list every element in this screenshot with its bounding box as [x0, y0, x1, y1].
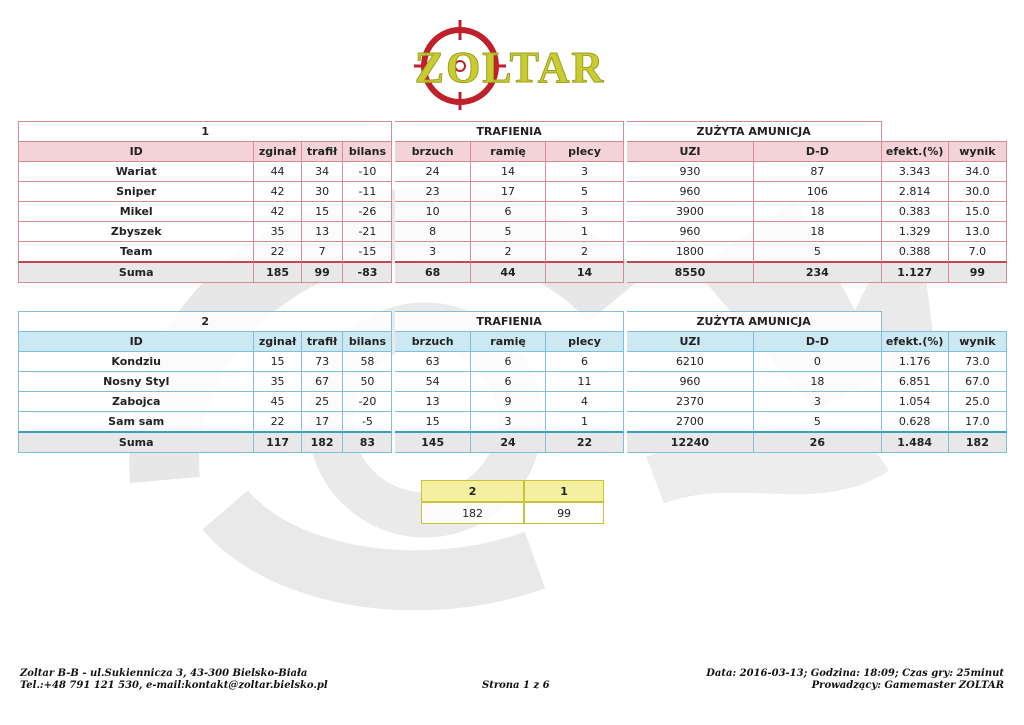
- row-label: Sniper: [18, 182, 254, 202]
- cell-value: UZI: [627, 332, 754, 352]
- cell-value: 1.329: [882, 222, 949, 242]
- cell-value: 22: [546, 433, 623, 453]
- cell-value: 6: [471, 202, 546, 222]
- row-label: Kondziu: [18, 352, 254, 372]
- cell-value: efekt.(%): [882, 142, 949, 162]
- row-label: Wariat: [18, 162, 254, 182]
- cell-value: 2700: [627, 412, 754, 433]
- cell-value: 106: [754, 182, 881, 202]
- cell-value: 87: [754, 162, 881, 182]
- zoltar-logo: [400, 18, 620, 110]
- cell-value: -15: [343, 242, 392, 263]
- cell-value: bilans: [343, 332, 392, 352]
- cell-value: 42: [254, 182, 301, 202]
- cell-value: 30.0: [949, 182, 1007, 202]
- cell-value: 22: [254, 242, 301, 263]
- cell-value: -20: [343, 392, 392, 412]
- row-label: ID: [18, 142, 254, 162]
- cell-value: 182: [949, 433, 1007, 453]
- row-label: Nosny Styl: [18, 372, 254, 392]
- cell-value: 67: [302, 372, 344, 392]
- cell-value: 99: [949, 263, 1007, 283]
- cell-value: 3.343: [882, 162, 949, 182]
- cell-value: 15.0: [949, 202, 1007, 222]
- cell-value: 3: [546, 162, 623, 182]
- cell-value: 68: [395, 263, 470, 283]
- cell-value: -11: [343, 182, 392, 202]
- cell-value: plecy: [546, 142, 623, 162]
- cell-value: -83: [343, 263, 392, 283]
- cell-value: 18: [754, 372, 881, 392]
- team-2-table: [18, 311, 1007, 453]
- cell-value: ramię: [471, 142, 546, 162]
- cell-value: 185: [254, 263, 301, 283]
- cell-value: 23: [395, 182, 470, 202]
- cell-value: efekt.(%): [882, 332, 949, 352]
- score-header-team-1: 1: [524, 480, 604, 502]
- cell-value: 67.0: [949, 372, 1007, 392]
- cell-value: 11: [546, 372, 623, 392]
- row-label: Zbyszek: [18, 222, 254, 242]
- cell-value: 15: [395, 412, 470, 433]
- cell-value: 5: [754, 412, 881, 433]
- cell-value: 63: [395, 352, 470, 372]
- row-label: Team: [18, 242, 254, 263]
- footer-date: Data: 2016-03-13; Godzina: 18:09; Czas gry: 25minut: [706, 668, 1004, 679]
- cell-value: 2370: [627, 392, 754, 412]
- cell-value: 26: [754, 433, 881, 453]
- table-row: [18, 182, 1007, 202]
- score-value-team-2: 182: [421, 502, 524, 524]
- trafienia-title: TRAFIENIA: [395, 121, 623, 142]
- cell-value: brzuch: [395, 332, 470, 352]
- cell-value: -10: [343, 162, 392, 182]
- amunicja-title: ZUŻYTA AMUNICJA: [627, 121, 882, 142]
- cell-value: 0: [754, 352, 881, 372]
- cell-value: 58: [343, 352, 392, 372]
- cell-value: 5: [546, 182, 623, 202]
- cell-value: 3: [754, 392, 881, 412]
- cell-value: 4: [546, 392, 623, 412]
- cell-value: 12240: [627, 433, 754, 453]
- cell-value: -5: [343, 412, 392, 433]
- cell-value: 24: [395, 162, 470, 182]
- row-label: Zabojca: [18, 392, 254, 412]
- team-2-title-row: [18, 311, 1007, 332]
- cell-value: 2: [546, 242, 623, 263]
- cell-value: 0.388: [882, 242, 949, 263]
- cell-value: 3: [546, 202, 623, 222]
- row-label: Mikel: [18, 202, 254, 222]
- row-label: Suma: [18, 433, 254, 453]
- cell-value: 44: [471, 263, 546, 283]
- cell-value: 73.0: [949, 352, 1007, 372]
- cell-value: 15: [302, 202, 344, 222]
- cell-value: 6: [471, 372, 546, 392]
- cell-value: 73: [302, 352, 344, 372]
- team-2-title: 2: [18, 311, 392, 332]
- sum-row: [18, 263, 1007, 283]
- cell-value: 8550: [627, 263, 754, 283]
- cell-value: 10: [395, 202, 470, 222]
- cell-value: -26: [343, 202, 392, 222]
- cell-value: 25: [302, 392, 344, 412]
- cell-value: 15: [254, 352, 301, 372]
- cell-value: 3: [471, 412, 546, 433]
- header-row: [18, 332, 1007, 352]
- cell-value: UZI: [627, 142, 754, 162]
- cell-value: 6: [471, 352, 546, 372]
- cell-value: 2.814: [882, 182, 949, 202]
- cell-value: trafił: [302, 332, 344, 352]
- cell-value: 1.054: [882, 392, 949, 412]
- cell-value: 0.383: [882, 202, 949, 222]
- cell-value: 13.0: [949, 222, 1007, 242]
- table-row: [18, 392, 1007, 412]
- cell-value: plecy: [546, 332, 623, 352]
- footer-address: Zoltar B-B - ul.Sukiennicza 3, 43-300 Bielsko-Biała: [20, 668, 308, 679]
- cell-value: 17.0: [949, 412, 1007, 433]
- cell-value: 5: [471, 222, 546, 242]
- cell-value: 14: [546, 263, 623, 283]
- cell-value: 8: [395, 222, 470, 242]
- cell-value: 9: [471, 392, 546, 412]
- row-label: ID: [18, 332, 254, 352]
- cell-value: 960: [627, 222, 754, 242]
- row-label: Suma: [18, 263, 254, 283]
- table-row: [18, 412, 1007, 433]
- table-row: [18, 352, 1007, 372]
- score-value-team-1: 99: [524, 502, 604, 524]
- sum-row: [18, 433, 1007, 453]
- cell-value: 234: [754, 263, 881, 283]
- cell-value: 960: [627, 182, 754, 202]
- cell-value: 13: [395, 392, 470, 412]
- cell-value: 83: [343, 433, 392, 453]
- table-row: [18, 242, 1007, 263]
- footer-contact: Tel.:+48 791 121 530, e-mail:kontakt@zoltar.bielsko.pl: [20, 680, 328, 691]
- cell-value: 25.0: [949, 392, 1007, 412]
- cell-value: wynik: [949, 332, 1007, 352]
- cell-value: 18: [754, 222, 881, 242]
- logo-text: ZOLTAR: [414, 43, 606, 92]
- cell-value: 7: [302, 242, 344, 263]
- cell-value: bilans: [343, 142, 392, 162]
- cell-value: zginał: [254, 142, 301, 162]
- cell-value: 1: [546, 412, 623, 433]
- cell-value: 44: [254, 162, 301, 182]
- amunicja-title: ZUŻYTA AMUNICJA: [627, 311, 882, 332]
- footer-page-number: Strona 1 z 6: [482, 680, 550, 691]
- table-row: [18, 372, 1007, 392]
- cell-value: 930: [627, 162, 754, 182]
- row-label: Sam sam: [18, 412, 254, 433]
- cell-value: 45: [254, 392, 301, 412]
- cell-value: 24: [471, 433, 546, 453]
- cell-value: 99: [302, 263, 344, 283]
- cell-value: wynik: [949, 142, 1007, 162]
- cell-value: 182: [302, 433, 344, 453]
- trafienia-title: TRAFIENIA: [395, 311, 623, 332]
- cell-value: ramię: [471, 332, 546, 352]
- table-row: [18, 162, 1007, 182]
- cell-value: 35: [254, 372, 301, 392]
- team-1-title-row: [18, 121, 1007, 142]
- cell-value: 0.628: [882, 412, 949, 433]
- cell-value: 17: [302, 412, 344, 433]
- table-row: [18, 222, 1007, 242]
- cell-value: 42: [254, 202, 301, 222]
- cell-value: 34: [302, 162, 344, 182]
- cell-value: 3: [395, 242, 470, 263]
- score-table: [421, 480, 604, 524]
- cell-value: 1800: [627, 242, 754, 263]
- cell-value: 1: [546, 222, 623, 242]
- cell-value: 7.0: [949, 242, 1007, 263]
- cell-value: 1.127: [882, 263, 949, 283]
- score-header-team-2: 2: [421, 480, 524, 502]
- cell-value: 145: [395, 433, 470, 453]
- cell-value: 13: [302, 222, 344, 242]
- cell-value: 6.851: [882, 372, 949, 392]
- cell-value: trafił: [302, 142, 344, 162]
- cell-value: 34.0: [949, 162, 1007, 182]
- cell-value: 3900: [627, 202, 754, 222]
- cell-value: 35: [254, 222, 301, 242]
- cell-value: 1.176: [882, 352, 949, 372]
- cell-value: brzuch: [395, 142, 470, 162]
- team-1-title: 1: [18, 121, 392, 142]
- cell-value: 22: [254, 412, 301, 433]
- cell-value: zginał: [254, 332, 301, 352]
- cell-value: D-D: [754, 332, 881, 352]
- cell-value: 17: [471, 182, 546, 202]
- cell-value: 6: [546, 352, 623, 372]
- cell-value: 14: [471, 162, 546, 182]
- table-row: [18, 202, 1007, 222]
- cell-value: 6210: [627, 352, 754, 372]
- cell-value: -21: [343, 222, 392, 242]
- cell-value: 2: [471, 242, 546, 263]
- team-1-table: [18, 121, 1007, 283]
- cell-value: 50: [343, 372, 392, 392]
- cell-value: 960: [627, 372, 754, 392]
- cell-value: 1.484: [882, 433, 949, 453]
- header-row: [18, 142, 1007, 162]
- cell-value: 117: [254, 433, 301, 453]
- cell-value: 30: [302, 182, 344, 202]
- cell-value: 54: [395, 372, 470, 392]
- cell-value: D-D: [754, 142, 881, 162]
- cell-value: 5: [754, 242, 881, 263]
- footer-host: Prowadzący: Gamemaster ZOLTAR: [811, 680, 1004, 691]
- cell-value: 18: [754, 202, 881, 222]
